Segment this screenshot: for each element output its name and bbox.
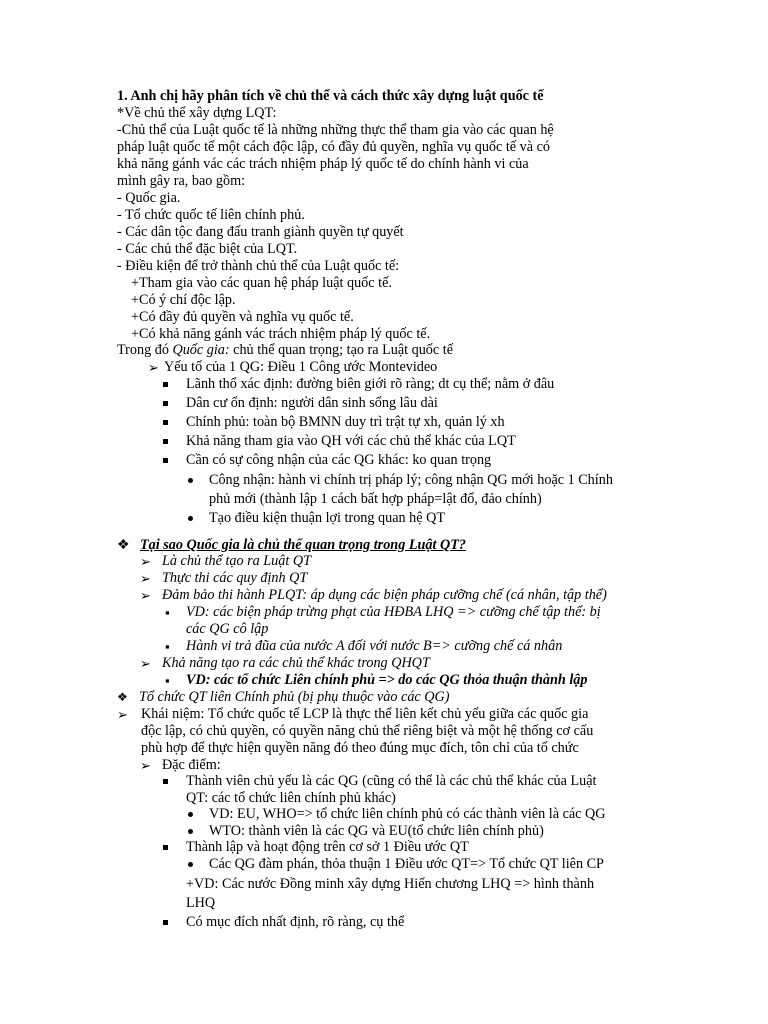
list-item: VD: các biện pháp trừng phạt của HĐBA LHQ => cưỡng chế tập thể: bị <box>186 604 601 620</box>
arrow-bullet-icon: ➢ <box>117 707 128 722</box>
condition-item: +Có ý chí độc lập. <box>131 292 236 308</box>
paragraph-line: Khái niệm: Tổ chức quốc tế LCP là thực thể liên kết chủ yếu giữa các quốc gia <box>141 706 589 722</box>
square-bullet-icon: ▪ <box>165 673 170 688</box>
diamond-bullet-icon: ❖ <box>117 538 130 553</box>
paragraph-line: LHQ <box>186 895 216 911</box>
list-item-continuation: phủ mới (thành lập 1 cách bất hợp pháp=lật đổ, đảo chính) <box>209 491 542 507</box>
paragraph-line: mình gây ra, bao gồm: <box>117 173 246 189</box>
square-bullet-icon <box>163 458 168 463</box>
text-span: chủ thể quan trọng; tạo ra Luật quốc tế <box>229 342 453 358</box>
condition-item: +Tham gia vào các quan hệ pháp luật quốc tế. <box>131 275 392 291</box>
square-bullet-icon <box>163 779 168 784</box>
square-bullet-icon <box>163 439 168 444</box>
paragraph-line: +VD: Các nước Đồng minh xây dựng Hiến chương LHQ => hình thành <box>186 876 595 892</box>
square-bullet-icon: ▪ <box>165 639 170 654</box>
list-item: Lãnh thổ xác định: đường biên giới rõ ràng; dt cụ thể; nằm ở đâu <box>186 376 555 392</box>
list-item: VD: các tổ chức Liên chính phủ => do các QG thỏa thuận thành lập <box>186 672 588 688</box>
section-heading: Tổ chức QT liên Chính phủ (bị phụ thuộc vào các QG) <box>139 689 450 705</box>
list-item: Đảm bảo thi hành PLQT: áp dụng các biện pháp cưỡng chế (cá nhân, tập thể) <box>162 587 607 603</box>
list-item: Khả năng tạo ra các chủ thể khác trong QHQT <box>162 655 430 671</box>
list-item: - Quốc gia. <box>117 190 181 206</box>
list-item: Công nhận: hành vi chính trị pháp lý; công nhận QG mới hoặc 1 Chính <box>209 472 613 488</box>
square-bullet-icon <box>163 401 168 406</box>
list-item: Hành vi trả đũa của nước A đối với nước B=> cưỡng chế cá nhân <box>186 638 563 654</box>
dot-bullet-icon <box>188 829 193 834</box>
paragraph-line: độc lập, có chủ quyền, có quyền năng chủ thể riêng biệt và một hệ thống cơ cấu <box>141 723 594 739</box>
list-item: Cần có sự công nhận của các QG khác: ko quan trọng <box>186 452 492 468</box>
list-item: Là chủ thể tạo ra Luật QT <box>162 553 311 569</box>
list-item: - Các chủ thể đặc biệt của LQT. <box>117 241 298 257</box>
list-item: Yếu tố của 1 QG: Điều 1 Công ước Montevideo <box>164 359 438 375</box>
list-item: Thành lập và hoạt động trên cơ sở 1 Điều ước QT <box>186 839 469 855</box>
paragraph-line: -Chủ thể của Luật quốc tế là những những thực thể tham gia vào các quan hệ <box>117 122 554 138</box>
text-span: Trong đó <box>117 342 173 358</box>
list-item: VD: EU, WHO=> tổ chức liên chính phủ có các thành viên là các QG <box>209 806 606 822</box>
section-subtitle: *Về chủ thể xây dựng LQT: <box>117 105 277 121</box>
arrow-bullet-icon: ➢ <box>140 571 151 586</box>
condition-item: +Có khả năng gánh vác trách nhiệm pháp lý quốc tế. <box>131 326 431 342</box>
list-item: - Các dân tộc đang đấu tranh giành quyền tự quyết <box>117 224 404 240</box>
list-item: Dân cư ổn định: người dân sinh sống lâu dài <box>186 395 438 411</box>
list-item: - Điều kiện để trở thành chủ thể của Luật quốc tế: <box>117 258 400 274</box>
dot-bullet-icon <box>188 478 193 483</box>
paragraph-line: khả năng gánh vác các trách nhiệm pháp lý quốc tế do chính hành vi của <box>117 156 529 172</box>
square-bullet-icon <box>163 920 168 925</box>
list-item: Thực thi các quy định QT <box>162 570 308 586</box>
list-item: WTO: thành viên là các QG và EU(tổ chức liên chính phủ) <box>209 823 544 839</box>
dot-bullet-icon <box>188 812 193 817</box>
list-item-continuation: các QG cô lập <box>186 621 269 637</box>
dot-bullet-icon <box>188 516 193 521</box>
arrow-bullet-icon: ➢ <box>148 360 159 375</box>
square-bullet-icon <box>163 845 168 850</box>
page-title: 1. Anh chị hãy phân tích về chủ thể và cách thức xây dựng luật quốc tế <box>117 88 544 104</box>
paragraph-line: phù hợp để thực hiện quyền năng đó theo đúng mục đích, tôn chỉ của tổ chức <box>141 740 579 756</box>
list-item: Khả năng tham gia vào QH với các chủ thể khác của LQT <box>186 433 516 449</box>
arrow-bullet-icon: ➢ <box>140 656 151 671</box>
dot-bullet-icon <box>188 862 193 867</box>
list-item: Chính phủ: toàn bộ BMNN duy trì trật tự xh, quản lý xh <box>186 414 505 430</box>
paragraph-line <box>117 342 453 359</box>
diamond-bullet-icon: ❖ <box>117 690 128 704</box>
square-bullet-icon <box>163 382 168 387</box>
arrow-bullet-icon: ➢ <box>140 588 151 603</box>
list-item: Tạo điều kiện thuận lợi trong quan hệ QT <box>209 510 446 526</box>
list-item: Có mục đích nhất định, rõ ràng, cụ thể <box>186 914 405 930</box>
list-item: Các QG đàm phán, thỏa thuận 1 Điều ước QT=> Tổ chức QT liên CP <box>209 856 604 872</box>
condition-item: +Có đầy đủ quyền và nghĩa vụ quốc tế. <box>131 309 354 325</box>
list-item-continuation: QT: các tổ chức liên chính phủ khác) <box>186 790 396 806</box>
arrow-bullet-icon: ➢ <box>140 554 151 569</box>
section-heading: Tại sao Quốc gia là chủ thể quan trọng trong Luật QT? <box>140 537 466 553</box>
arrow-bullet-icon: ➢ <box>140 758 151 773</box>
list-item: - Tổ chức quốc tế liên chính phủ. <box>117 207 305 223</box>
list-item: Đặc điểm: <box>162 757 221 773</box>
italic-term: Quốc gia: <box>172 342 230 358</box>
list-item: Thành viên chủ yếu là các QG (cũng có thể là các chủ thể khác của Luật <box>186 773 597 789</box>
square-bullet-icon <box>163 420 168 425</box>
paragraph-line: pháp luật quốc tế một cách độc lập, có đầy đủ quyền, nghĩa vụ quốc tế và có <box>117 139 550 155</box>
square-bullet-icon: ▪ <box>165 605 170 620</box>
